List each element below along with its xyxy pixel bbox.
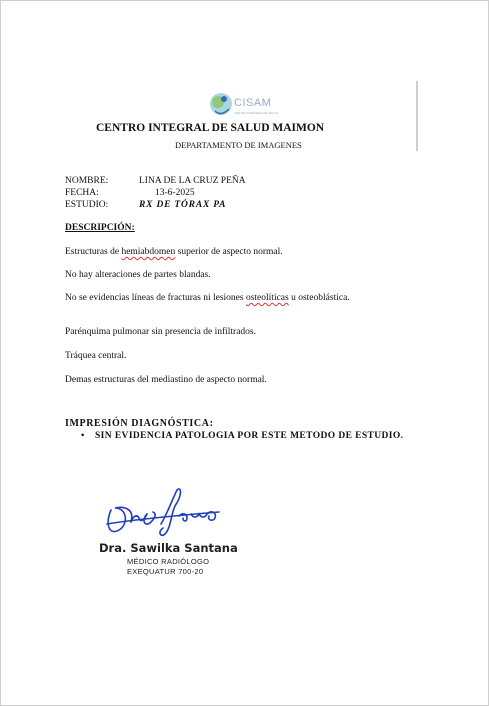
impression-item bbox=[81, 431, 403, 441]
department-name: DEPARTAMENTO DE IMAGENES bbox=[175, 140, 302, 150]
handwritten-signature-icon bbox=[101, 484, 226, 544]
finding-1-text-c: superior de aspecto normal. bbox=[175, 247, 283, 257]
finding-1-text-a: Estructuras de bbox=[65, 247, 122, 257]
study-value: RX DE TÓRAX PA bbox=[139, 200, 227, 210]
finding-2: No hay alteraciones de partes blandas. bbox=[65, 270, 211, 280]
finding-1 bbox=[65, 246, 385, 258]
margin-divider bbox=[416, 81, 418, 151]
finding-3 bbox=[65, 292, 385, 304]
study-row bbox=[65, 200, 226, 210]
center-name: CENTRO INTEGRAL DE SALUD MAIMON bbox=[96, 122, 325, 134]
finding-3-text-a: No se evidencias líneas de fracturas ni lesiones bbox=[65, 293, 246, 303]
finding-3-text-c: u osteoblástica. bbox=[288, 293, 350, 303]
finding-4: Parénquima pulmonar sin presencia de infiltrados. bbox=[65, 327, 257, 337]
bullet-icon: • bbox=[81, 431, 85, 441]
signature-name: Dra. Sawilka Santana bbox=[99, 541, 238, 555]
study-label: ESTUDIO: bbox=[65, 200, 109, 210]
name-label: NOMBRE: bbox=[65, 176, 109, 186]
signature-title: MÉDICO RADIÓLOGO bbox=[127, 557, 210, 566]
finding-3-spellcheck-word: osteolíticas bbox=[245, 293, 289, 303]
logo-text: CISAM bbox=[234, 97, 272, 109]
date-label: FECHA: bbox=[65, 188, 99, 198]
finding-1-spellcheck-word: hemiabdomen bbox=[121, 247, 176, 257]
description-heading: DESCRIPCIÓN: bbox=[65, 223, 135, 233]
name-value: LINA DE LA CRUZ PEÑA bbox=[139, 176, 246, 186]
patient-name-row bbox=[65, 176, 246, 186]
date-value: 13-6-2025 bbox=[155, 188, 195, 198]
finding-6: Demas estructuras del mediastino de aspecto normal. bbox=[65, 375, 267, 385]
date-row bbox=[65, 188, 195, 198]
impression-heading: IMPRESIÓN DIAGNÓSTICA: bbox=[65, 418, 214, 429]
signature-exequatur: EXEQUATUR 700-20 bbox=[127, 567, 204, 576]
impression-text: SIN EVIDENCIA PATOLOGIA POR ESTE METODO DE ESTUDIO. bbox=[95, 431, 404, 441]
finding-5: Tráquea central. bbox=[65, 351, 127, 361]
logo-subtext: CENTRO INTEGRAL DE SALUD bbox=[234, 111, 279, 115]
